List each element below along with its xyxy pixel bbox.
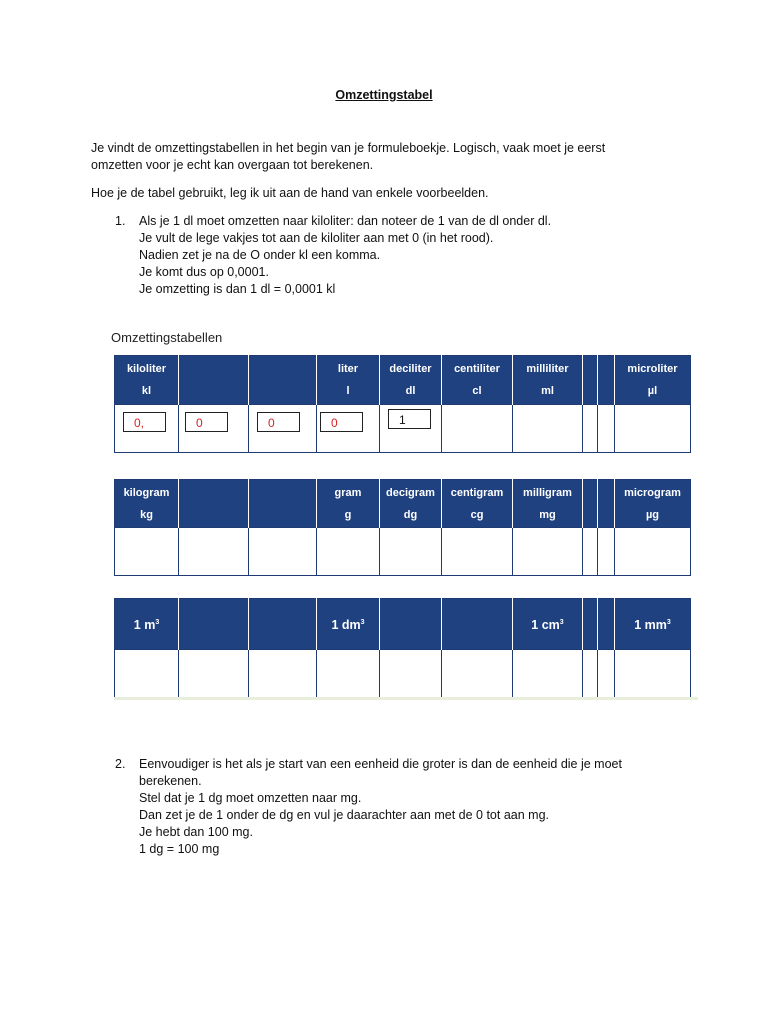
value-cell — [513, 650, 583, 698]
header-empty — [598, 356, 615, 405]
value-cell — [317, 650, 380, 698]
header-empty — [442, 599, 513, 650]
value-cell — [598, 528, 615, 576]
example-2 — [115, 756, 622, 858]
value-cell — [615, 650, 691, 698]
header-cubic-decimeter: 1 $dm^3$ — [317, 599, 380, 650]
value-cell — [115, 528, 179, 576]
header-empty — [249, 356, 317, 405]
value-cell — [249, 528, 317, 576]
header-kiloliter: kiloliter kl — [115, 356, 179, 405]
header-milliliter: milliliter ml — [513, 356, 583, 405]
value-cell — [380, 528, 442, 576]
header-microgram: microgram µg — [615, 480, 691, 528]
header-empty — [583, 356, 598, 405]
value-cell — [442, 528, 513, 576]
value-cell — [179, 405, 249, 453]
header-empty — [583, 480, 598, 528]
example-1-line: Als je 1 dl moet omzetten naar kiloliter: dan noteer de 1 van de dl onder dl. — [139, 214, 552, 228]
value-cell-dl — [380, 405, 442, 453]
header-empty — [598, 599, 615, 650]
value-cell — [115, 650, 179, 698]
header-empty — [179, 356, 249, 405]
header-kilogram: kilogram kg — [115, 480, 179, 528]
value-cell — [615, 528, 691, 576]
example-2-line: Dan zet je de 1 onder de dg en vul je daarachter aan met de 0 tot aan mg. — [139, 808, 549, 822]
example-1-line: Je vult de lege vakjes tot aan de kiloliter aan met 0 (in het rood). — [139, 231, 494, 245]
example-1-line: Je komt dus op 0,0001. — [139, 265, 269, 279]
header-milligram: milligram mg — [513, 480, 583, 528]
example-2-line: 1 dg = 100 mg — [139, 842, 220, 856]
header-microliter: microliter µl — [615, 356, 691, 405]
intro-line-2: omzetten voor je echt kan overgaan tot berekenen. — [91, 158, 374, 172]
header-decigram: decigram dg — [380, 480, 442, 528]
value-cell-l — [317, 405, 380, 453]
example-1-line: Nadien zet je na de O onder kl een komma. — [139, 248, 381, 262]
header-empty — [380, 599, 442, 650]
value-cell — [249, 650, 317, 698]
header-centiliter: centiliter cl — [442, 356, 513, 405]
header-cubic-centimeter: 1 $cm^3$ — [513, 599, 583, 650]
value-box: 1 — [388, 409, 431, 429]
example-2-line: Stel dat je 1 dg moet omzetten naar mg. — [139, 791, 362, 805]
value-box: 0 — [185, 412, 228, 432]
value-cell — [583, 528, 598, 576]
intro-line-1: Je vindt de omzettingstabellen in het begin van je formuleboekje. Logisch, vaak moet je eerst — [91, 141, 606, 155]
value-cell — [598, 405, 615, 453]
value-cell — [583, 405, 598, 453]
header-centigram: centigram cg — [442, 480, 513, 528]
header-cubic-millimeter: 1 $mm^3$ — [615, 599, 691, 650]
table-divider — [114, 697, 698, 700]
intro-paragraph — [91, 140, 605, 174]
value-cell-kl — [115, 405, 179, 453]
example-2-line: berekenen. — [139, 774, 202, 788]
header-empty — [583, 599, 598, 650]
value-box: 0 — [257, 412, 300, 432]
value-cell — [179, 650, 249, 698]
example-1-line: Je omzetting is dan 1 dl = 0,0001 kl — [139, 282, 336, 296]
intro-paragraph-2: Hoe je de tabel gebruikt, leg ik uit aan de hand van enkele voorbeelden. — [91, 186, 489, 200]
example-1 — [115, 213, 551, 298]
value-cell — [513, 528, 583, 576]
header-empty — [179, 480, 249, 528]
header-deciliter: deciliter dl — [380, 356, 442, 405]
header-empty — [598, 480, 615, 528]
value-cell — [583, 650, 598, 698]
value-cell — [179, 528, 249, 576]
header-empty — [249, 599, 317, 650]
header-cubic-meter: 1 $m^3$ — [115, 599, 179, 650]
page-title: Omzettingstabel — [335, 88, 433, 102]
gram-conversion-table — [114, 479, 691, 576]
header-liter: liter l — [317, 356, 380, 405]
value-cell-ul — [615, 405, 691, 453]
value-box: 0, — [123, 412, 166, 432]
value-cell — [249, 405, 317, 453]
value-cell-ml — [513, 405, 583, 453]
value-cell — [317, 528, 380, 576]
value-cell — [442, 650, 513, 698]
liter-conversion-table — [114, 355, 691, 453]
volume-conversion-table — [114, 598, 691, 698]
value-cell — [380, 650, 442, 698]
value-cell — [598, 650, 615, 698]
value-box: 0 — [320, 412, 363, 432]
header-empty — [249, 480, 317, 528]
example-1-number: 1. — [115, 214, 126, 228]
example-2-line: Je hebt dan 100 mg. — [139, 825, 253, 839]
example-2-number: 2. — [115, 757, 126, 771]
tables-caption: Omzettingstabellen — [111, 330, 223, 345]
header-empty — [179, 599, 249, 650]
value-cell-cl — [442, 405, 513, 453]
header-gram: gram g — [317, 480, 380, 528]
example-2-line: Eenvoudiger is het als je start van een eenheid die groter is dan de eenheid die je moet — [139, 757, 622, 771]
